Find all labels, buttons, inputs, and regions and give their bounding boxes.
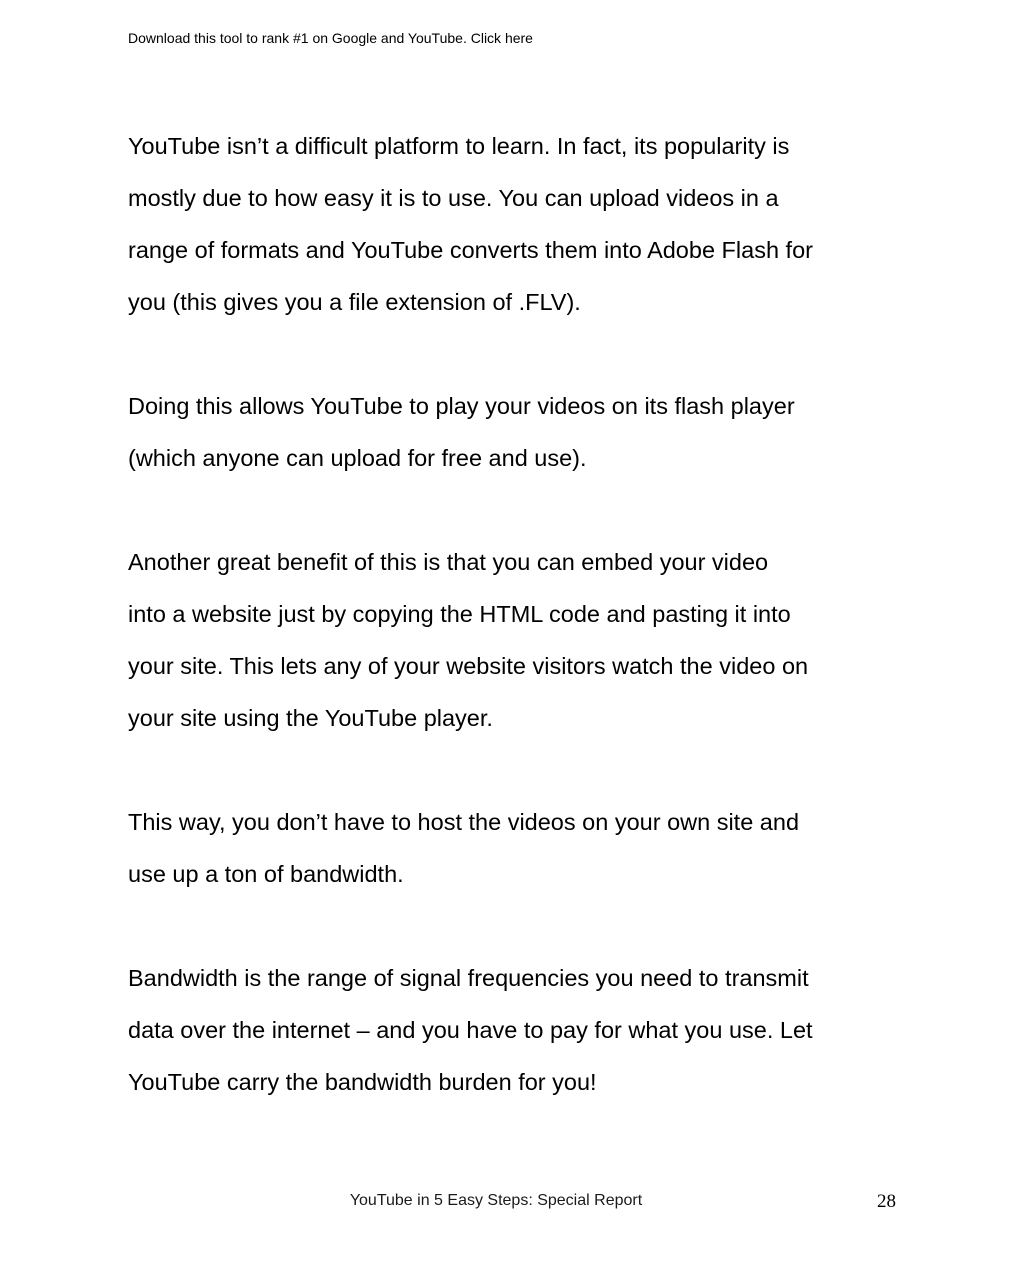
body-text xyxy=(128,120,908,1160)
paragraph-line: data over the internet – and you have to pay for what you use. Let xyxy=(128,1017,813,1043)
paragraph-line: YouTube carry the bandwidth burden for you! xyxy=(128,1069,597,1095)
footer-report-title: YouTube in 5 Easy Steps: Special Report xyxy=(349,1192,643,1209)
paragraph-line: Doing this allows YouTube to play your videos on its flash player xyxy=(128,393,795,419)
paragraph-line: range of formats and YouTube converts them into Adobe Flash for xyxy=(128,237,813,263)
paragraph-line: Bandwidth is the range of signal frequencies you need to transmit xyxy=(128,965,809,991)
paragraph-3 xyxy=(128,536,908,744)
paragraph-line: Another great benefit of this is that you can embed your video xyxy=(128,549,769,575)
paragraph-5 xyxy=(128,952,908,1108)
paragraph-line: (which anyone can upload for free and use). xyxy=(128,445,587,471)
paragraph-line: mostly due to how easy it is to use. You can upload videos in a xyxy=(128,185,779,211)
paragraph-line: your site. This lets any of your website visitors watch the video on xyxy=(128,653,809,679)
paragraph-line: This way, you don’t have to host the videos on your own site and xyxy=(128,809,800,835)
paragraph-line: use up a ton of bandwidth. xyxy=(128,861,404,887)
paragraph-2 xyxy=(128,380,908,484)
page-number: 28 xyxy=(877,1191,896,1212)
paragraph-line: YouTube isn’t a difficult platform to learn. In fact, its popularity is xyxy=(128,133,790,159)
paragraph-line: your site using the YouTube player. xyxy=(128,705,493,731)
paragraph-4 xyxy=(128,796,908,900)
paragraph-line: you (this gives you a file extension of .FLV). xyxy=(128,289,581,315)
paragraph-1 xyxy=(128,120,908,328)
paragraph-line: into a website just by copying the HTML code and pasting it into xyxy=(128,601,791,627)
download-tool-link[interactable]: Download this tool to rank #1 on Google and YouTube. Click here xyxy=(128,30,533,46)
